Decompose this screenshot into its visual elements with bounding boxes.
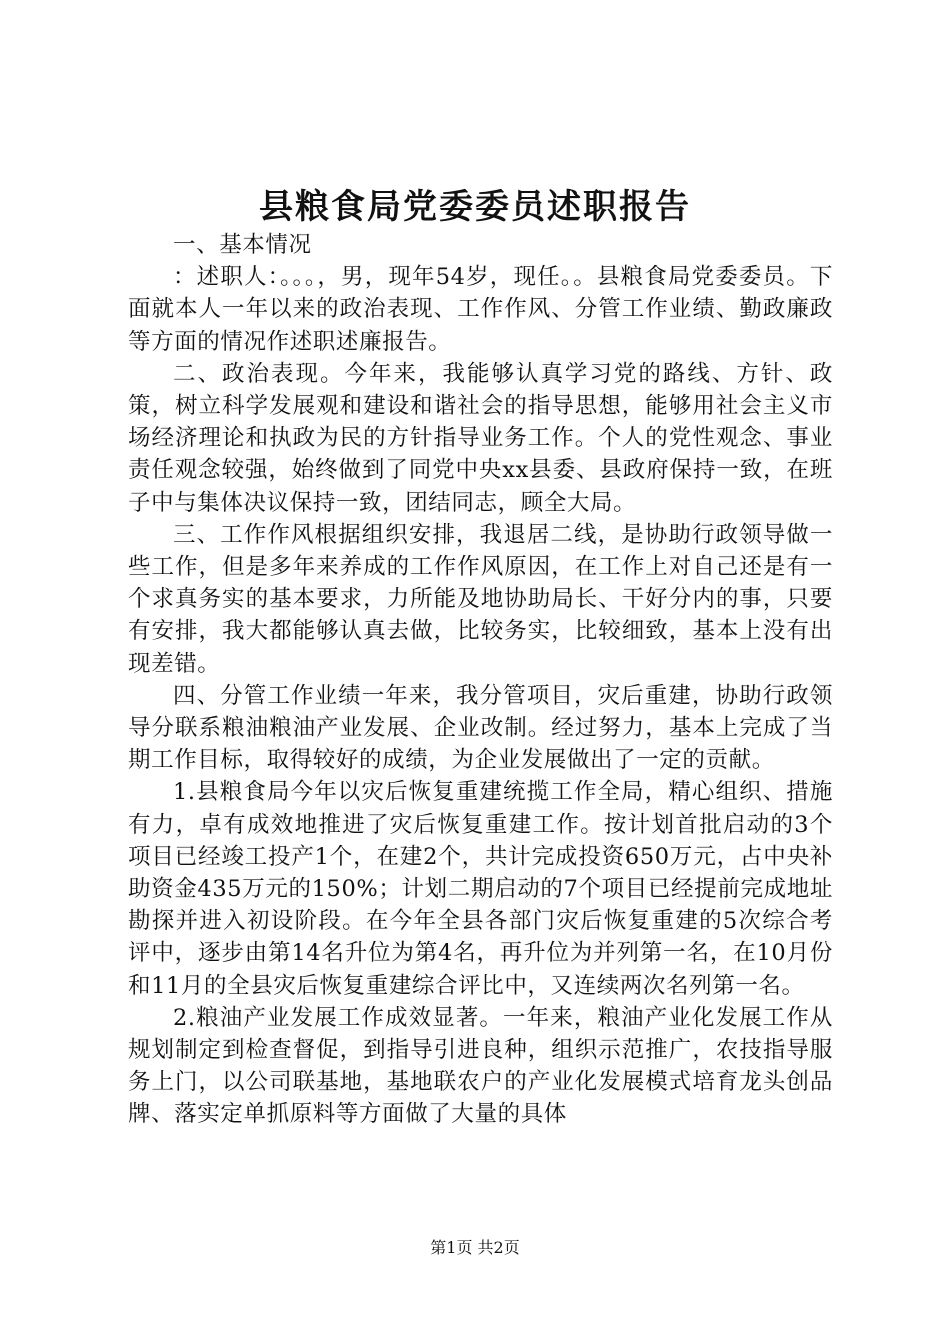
document-body	[128, 229, 833, 1131]
paragraph-basic-info: ：述职人：。。。，男，现年54岁，现任。。县粮食局党委委员。下面就本人一年以来的政治表现、工作作风、分管工作业绩、勤政廉政等方面的情况作述职述廉报告。	[128, 264, 833, 355]
paragraph-performance: 四、分管工作业绩一年来，我分管项目，灾后重建，协助行政领导分联系粮油粮油产业发展、企业改制。经过努力，基本上完成了当期工作目标，取得较好的成绩，为企业发展做出了一定的贡献。	[128, 682, 833, 774]
paragraph-item-1: 1.县粮食局今年以灾后恢复重建统揽工作全局，精心组织、措施有力，卓有成效地推进了灾后恢复重建工作。按计划首批启动的3个项目已经竣工投产1个，在建2个，共计完成投资650万元，占中央补助资金435万元的150%；计划二期启动的7个项目已经提前完成地址勘探并进入初设阶段。在今年全县各部门灾后恢复重建的5次综合考评中，逐步由第14名升位为第4名，再升位为并列第一名，在10月份和11月的全县灾后恢复重建综合评比中，又连续两次名列第一名。	[128, 779, 833, 999]
paragraph-basic-heading: 一、基本情况	[173, 232, 312, 258]
paragraph-political: 二、政治表现。今年来，我能够认真学习党的路线、方针、政策，树立科学发展观和建设和谐社会的指导思想，能够用社会主义市场经济理论和执政为民的方针指导业务工作。个人的党性观念、事业责任观念较强，始终做到了同党中央xx县委、县政府保持一致，在班子中与集体决议保持一致，团结同志，顾全大局。	[128, 360, 833, 516]
document-title: 县粮食局党委委员述职报告	[259, 187, 691, 227]
paragraph-item-2: 2.粮油产业发展工作成效显著。一年来，粮油产业化发展工作从规划制定到检查督促，到指导引进良种，组织示范推广，农技指导服务上门，以公司联基地，基地联农户的产业化发展模式培育龙头创品牌、落实定单抓原料等方面做了大量的具体	[128, 1004, 833, 1128]
page-footer: 第1页 共2页	[430, 1238, 520, 1257]
paragraph-work-style: 三、工作作风根据组织安排，我退居二线，是协助行政领导做一些工作，但是多年来养成的工作作风原因，在工作上对自己还是有一个求真务实的基本要求，力所能及地协助局长、干好分内的事，只要有安排，我大都能够认真去做，比较务实，比较细致，基本上没有出现差错。	[128, 521, 833, 677]
